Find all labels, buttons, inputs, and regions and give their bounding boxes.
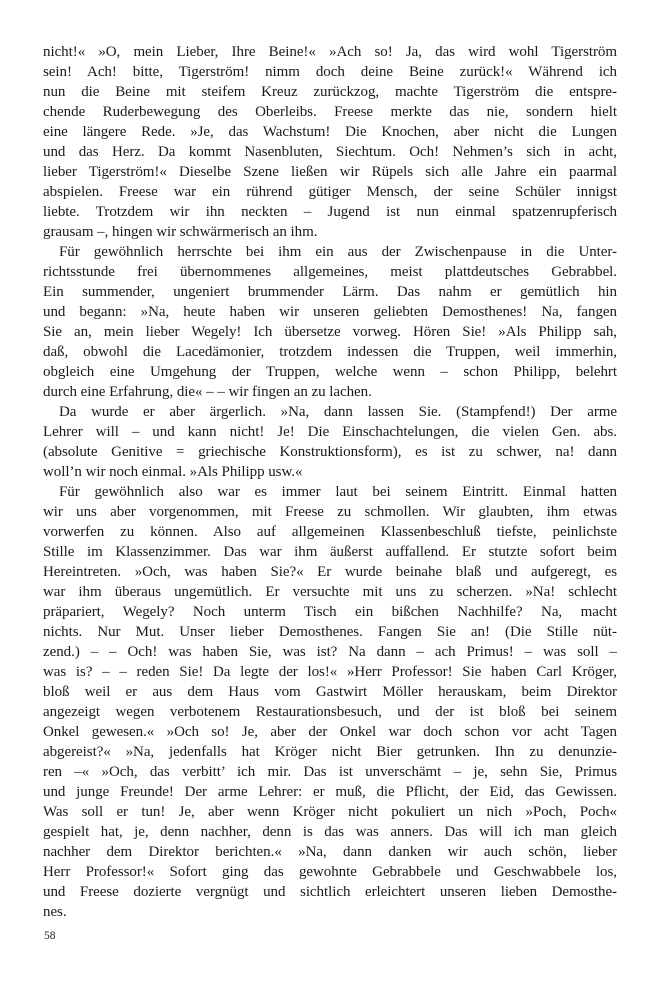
- text-line: und Freese dozierte vergnügt und sichtlich erleichtert unseren lieben Demosthe-: [43, 884, 617, 900]
- text-line: eine längere Rede. »Je, das Wachstum! Die Knochen, aber nicht die Lungen: [43, 124, 617, 140]
- text-line: nes.: [43, 904, 67, 920]
- text-line: abgereist?« »Na, jedenfalls hat Kröger nicht Bier getrunken. Ihn zu denunzie-: [43, 744, 617, 760]
- text-line: daß, obwohl die Lacedämonier, trotzdem indessen die Truppen, weil immerhin,: [43, 344, 617, 360]
- text-line: und das Herz. Da kommt Nasenbluten, Siechtum. Och! Nehmen’s sich in acht,: [43, 144, 617, 160]
- paragraph-2: [43, 242, 617, 402]
- text-line: chende Ruderbewegung des Oberleibs. Freese merkte das nie, sondern hielt: [43, 104, 617, 120]
- text-line: nicht!« »O, mein Lieber, Ihre Beine!« »Ach so! Ja, das wird wohl Tigerström: [43, 44, 617, 60]
- text-line: wir uns aber vorgenommen, mit Freese zu schmollen. Wir glaubten, ihm etwas: [43, 504, 617, 520]
- paragraph-1: [43, 42, 617, 242]
- text-line: angezeigt wegen verbotenem Restaurationsbesuch, und der ist bloß bei seinem: [43, 704, 617, 720]
- text-line: nichts. Nur Mut. Unser lieber Demosthenes. Fangen Sie an! (Die Stille nüt-: [43, 624, 617, 640]
- text-line: Sie an, mein lieber Wegely! Ich übersetze vorweg. Hören Sie! »Als Philipp sah,: [43, 324, 617, 340]
- page-number: 58: [44, 930, 56, 942]
- paragraph-3: [43, 402, 617, 482]
- text-line: präpariert, Wegely? Noch unterm Tisch ein bißchen Nachhilfe? Na, macht: [43, 604, 617, 620]
- text-line: grausam –, hingen wir schwärmerisch an ihm.: [43, 224, 318, 240]
- text-line: ren –« »Och, das verbitt’ ich mir. Das ist unverschämt – je, sehn Sie, Primus: [43, 764, 617, 780]
- text-line: richtsstunde frei übernommenes allgemeines, meist plattdeutsches Gebrabbel.: [43, 264, 617, 280]
- text-line: Stille im Klassenzimmer. Das war ihm äußerst auffallend. Er stutzte sofort beim: [43, 544, 617, 560]
- text-line: gespielt hat, je, denn nachher, denn is das was anners. Das will ich man gleich: [43, 824, 617, 840]
- text-line: nachher dem Direktor berichten.« »Na, dann danken wir auch schön, lieber: [43, 844, 617, 860]
- text-block: [43, 42, 617, 922]
- text-line: Für gewöhnlich also war es immer laut bei seinem Eintritt. Einmal hatten: [59, 484, 617, 500]
- text-line: Für gewöhnlich herrschte bei ihm ein aus der Zwischenpause in die Unter-: [59, 244, 617, 260]
- text-line: Hereintreten. »Och, was haben Sie?« Er wurde beinahe blaß und aufgeregt, es: [43, 564, 617, 580]
- text-line: zend.) – – Och! was haben Sie, was ist? Na dann – ach Primus! – was soll –: [43, 644, 617, 660]
- text-line: durch eine Erfahrung, die« – – wir fingen an zu lachen.: [43, 384, 372, 400]
- text-line: Lehrer will – und kann nicht! Je! Die Einschachtelungen, die vielen Gen. abs.: [43, 424, 617, 440]
- text-line: Ein summender, ungeniert brummender Lärm. Das nahm er gemütlich hin: [43, 284, 617, 300]
- text-line: bloß weil er aus dem Haus vom Gastwirt Möller herauskam, beim Direktor: [43, 684, 617, 700]
- text-line: liebte. Trotzdem wir ihn neckten – Jugend ist nun einmal spatzenrupferisch: [43, 204, 617, 220]
- text-line: Onkel gewesen.« »Och so! Je, aber der Onkel war doch schon vor acht Tagen: [43, 724, 617, 740]
- text-line: vorwerfen zu können. Also auf allgemeinen Klassenbeschluß tiefste, peinlichste: [43, 524, 617, 540]
- text-line: und begann: »Na, heute haben wir unseren geliebten Demosthenes! Na, fangen: [43, 304, 617, 320]
- text-line: was is? – – reden Sie! Da legte der los!« »Herr Professor! Sie haben Carl Kröger,: [43, 664, 617, 680]
- text-line: und junge Freunde! Der arme Lehrer: er muß, die Pflicht, der Eid, das Gewissen.: [43, 784, 617, 800]
- text-line: sein! Ach! bitte, Tigerström! nimm doch deine Beine zurück!« Während ich: [43, 64, 617, 80]
- text-line: (absolute Genitive = griechische Konstruktionsform), es ist zu schwer, na! dann: [43, 444, 617, 460]
- text-line: war ihm überaus ungemütlich. Er versuchte mit uns zu scherzen. »Na! schlecht: [43, 584, 617, 600]
- text-line: obgleich eine Umgehung der Truppen, welche wenn – schon Philipp, belehrt: [43, 364, 617, 380]
- text-line: Herr Professor!« Sofort ging das gewohnte Gebrabbele und Geschwabbele los,: [43, 864, 617, 880]
- text-line: nun die Beine mit steifem Kreuz zurückzog, machte Tigerström die entspre-: [43, 84, 617, 100]
- text-line: Da wurde er aber ärgerlich. »Na, dann lassen Sie. (Stampfend!) Der arme: [59, 404, 617, 420]
- text-line: woll’n wir noch einmal. »Als Philipp usw.«: [43, 464, 303, 480]
- text-line: lieber Tigerström!« Dieselbe Szene ließen wir Rüpels sich alle Jahre ein paarmal: [43, 164, 617, 180]
- paragraph-4: [43, 482, 617, 922]
- text-line: Was soll er tun! Je, aber wenn Kröger nicht pokuliert un nich »Poch, Poch«: [43, 804, 617, 820]
- text-line: abspielen. Freese war ein rührend gütiger Mensch, der seine Schüler innigst: [43, 184, 617, 200]
